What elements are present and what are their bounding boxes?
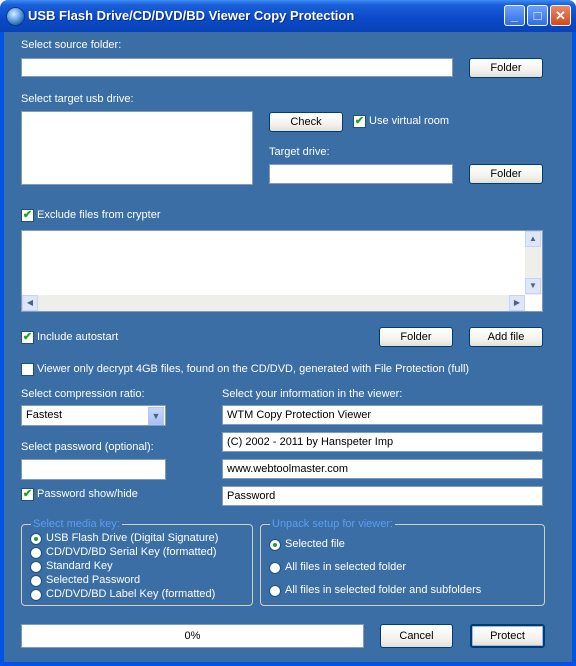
viewer-only-label: Viewer only decrypt 4GB files, found on the CD/DVD, generated with File Protection (full) — [37, 363, 470, 375]
scroll-left-arrow-icon[interactable]: ◀ — [22, 295, 38, 311]
target-usb-label: Select target usb drive: — [21, 93, 134, 105]
exclude-files-textarea[interactable] — [21, 230, 543, 312]
window-title: USB Flash Drive/CD/DVD/BD Viewer Copy Protection — [28, 8, 355, 23]
app-globe-icon — [6, 7, 25, 26]
use-virtual-room-label: Use virtual room — [369, 115, 450, 127]
check-button[interactable]: Check — [269, 112, 343, 132]
media-key-radio-standard[interactable] — [30, 561, 42, 573]
use-virtual-room-checkbox[interactable]: ✔ — [354, 115, 365, 127]
viewer-info-website-input[interactable]: www.webtoolmaster.com — [222, 459, 543, 479]
viewer-info-password-input[interactable]: Password — [222, 486, 543, 506]
close-button[interactable]: ✕ — [550, 5, 571, 26]
unpack-radio-all-subfolders[interactable] — [269, 585, 281, 597]
media-key-option-label: Standard Key — [46, 560, 113, 572]
unpack-option-label: All files in selected folder and subfolders — [285, 584, 482, 596]
viewer-info-name-input[interactable]: WTM Copy Protection Viewer — [222, 405, 543, 425]
horizontal-scrollbar[interactable] — [22, 295, 525, 311]
maximize-button[interactable]: □ — [527, 5, 548, 26]
compression-label: Select compression ratio: — [21, 388, 145, 400]
viewer-info-label: Select your information in the viewer: — [222, 388, 403, 400]
viewer-info-copyright-input[interactable]: (C) 2002 - 2011 by Hanspeter Imp — [222, 432, 543, 452]
add-file-button[interactable]: Add file — [469, 327, 543, 347]
progress-bar: 0% — [21, 624, 364, 648]
scroll-right-arrow-icon[interactable]: ▶ — [509, 295, 525, 311]
password-label: Select password (optional): — [21, 441, 154, 453]
vertical-scrollbar[interactable] — [525, 231, 542, 295]
source-folder-button[interactable]: Folder — [469, 58, 543, 78]
media-key-option-label: CD/DVD/BD Serial Key (formatted) — [46, 546, 217, 558]
source-folder-label: Select source folder: — [21, 39, 122, 51]
scroll-down-arrow-icon[interactable]: ▼ — [525, 278, 541, 294]
title-bar[interactable] — [0, 0, 576, 32]
minimize-button[interactable]: _ — [504, 5, 525, 26]
chevron-down-icon[interactable]: ▼ — [148, 407, 164, 425]
target-drive-folder-button[interactable]: Folder — [469, 164, 543, 184]
client-area — [4, 32, 572, 662]
unpack-setup-group-title: Unpack setup for viewer: — [272, 518, 394, 530]
source-folder-input[interactable] — [21, 58, 453, 77]
password-show-hide-label: Password show/hide — [37, 488, 138, 500]
media-key-radio-password[interactable] — [30, 575, 42, 587]
compression-dropdown[interactable] — [21, 405, 166, 426]
include-autostart-label: Include autostart — [37, 331, 119, 343]
unpack-radio-selected-file[interactable] — [269, 539, 281, 551]
target-drive-input[interactable] — [269, 164, 453, 184]
media-key-group — [21, 518, 253, 606]
media-key-option-label: CD/DVD/BD Label Key (formatted) — [46, 588, 216, 600]
compression-selected: Fastest — [26, 409, 63, 421]
exclude-files-label: Exclude files from crypter — [37, 209, 161, 221]
unpack-option-label: All files in selected folder — [285, 561, 407, 573]
unpack-setup-group — [260, 518, 545, 606]
media-key-group-title: Select media key: — [33, 518, 120, 530]
media-key-option-label: USB Flash Drive (Digital Signature) — [46, 532, 219, 544]
media-key-radio-usb[interactable] — [30, 533, 42, 545]
password-show-hide-checkbox[interactable]: ✔ — [22, 488, 33, 500]
target-usb-list[interactable] — [21, 111, 253, 185]
media-key-radio-label[interactable] — [30, 589, 42, 601]
include-autostart-checkbox[interactable]: ✔ — [22, 331, 33, 343]
scroll-up-arrow-icon[interactable]: ▲ — [525, 231, 541, 247]
exclude-files-checkbox[interactable]: ✔ — [22, 209, 33, 221]
target-drive-label: Target drive: — [269, 146, 330, 158]
unpack-radio-all-files[interactable] — [269, 562, 281, 574]
unpack-option-label: Selected file — [285, 538, 345, 550]
cancel-button[interactable]: Cancel — [380, 624, 453, 648]
protect-button[interactable]: Protect — [470, 624, 545, 648]
password-input[interactable] — [21, 459, 166, 480]
viewer-only-checkbox[interactable] — [21, 363, 34, 376]
media-key-radio-serial[interactable] — [30, 547, 42, 559]
autostart-folder-button[interactable]: Folder — [379, 327, 453, 347]
media-key-option-label: Selected Password — [46, 574, 141, 586]
